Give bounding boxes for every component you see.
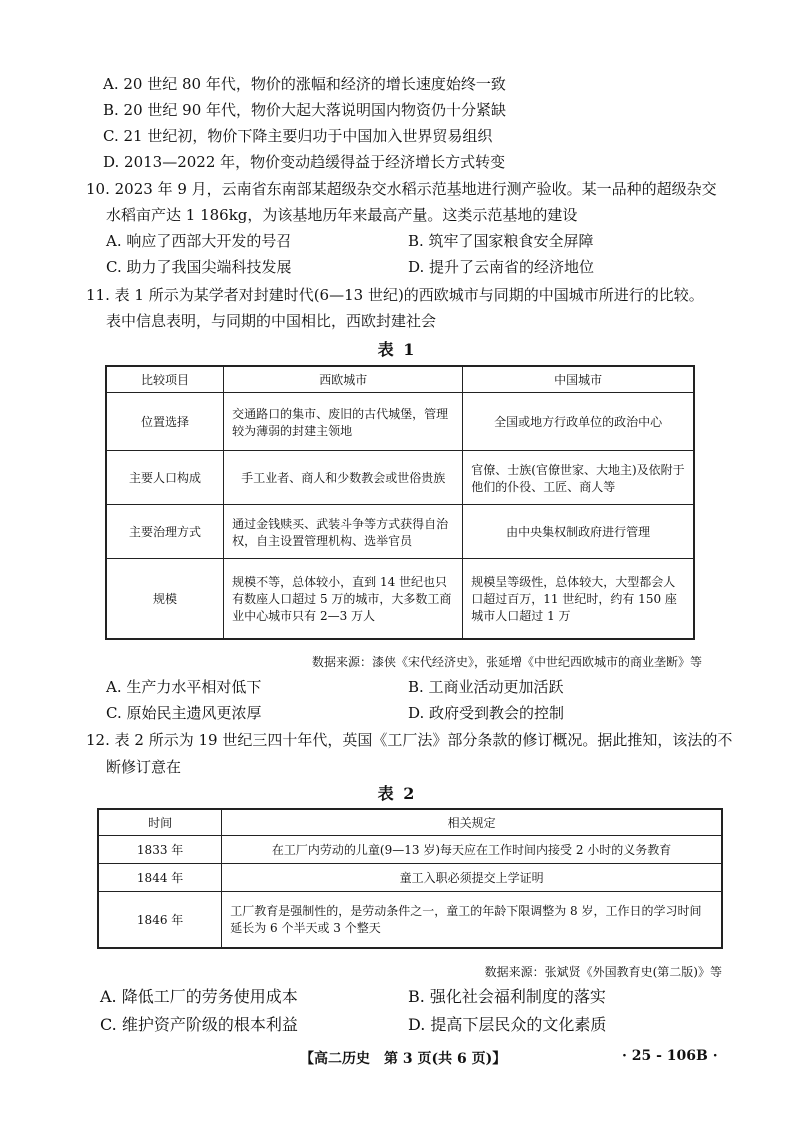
table-row [106, 451, 694, 505]
table1-cell: 全国或地方行政单位的政治中心 [463, 393, 694, 451]
table1-cell: 规模呈等级性，总体较大，大型都会人口超过百万，11 世纪时，约有 150 座城市人口超过 1 万 [463, 559, 694, 639]
table2-header: 相关规定 [222, 809, 722, 836]
q11-option-a: A. 生产力水平相对低下 [106, 678, 262, 696]
table2 [97, 808, 723, 949]
table1-cell: 规模 [106, 559, 224, 639]
table2-cell: 1844 年 [98, 864, 222, 892]
table1-header: 比较项目 [106, 366, 224, 393]
q11-option-c: C. 原始民主遗风更浓厚 [106, 704, 262, 722]
q10-option-c: C. 助力了我国尖端科技发展 [106, 258, 292, 276]
table-row [98, 864, 722, 892]
q10-stem-line2: 水稻亩产达 1 186kg，为该基地历年来最高产量。这类示范基地的建设 [106, 206, 578, 224]
table2-cell: 1846 年 [98, 892, 222, 948]
table2-cell: 童工入职必须提交上学证明 [222, 864, 722, 892]
table1-cell: 主要人口构成 [106, 451, 224, 505]
page-footer: 【高二历史 第 3 页(共 6 页)】 [300, 1051, 507, 1067]
q9-option-c: C. 21 世纪初，物价下降主要归功于中国加入世界贸易组织 [103, 127, 493, 145]
table-row [106, 505, 694, 559]
q11-stem-line2: 表中信息表明，与同期的中国相比，西欧封建社会 [106, 312, 437, 330]
q12-option-b: B. 强化社会福利制度的落实 [408, 987, 606, 1006]
table1 [105, 365, 695, 640]
table2-cell: 工厂教育是强制性的，是劳动条件之一，童工的年龄下限调整为 8 岁，工作日的学习时间延长为 6 个半天或 3 个整天 [222, 892, 722, 948]
exam-code: · 25 - 106B · [622, 1048, 718, 1064]
table1-cell: 规模不等，总体较小，直到 14 世纪也只有数座人口超过 5 万的城市，大多数工商业中心城市只有 2—3 万人 [224, 559, 463, 639]
q12-option-c: C. 维护资产阶级的根本利益 [100, 1015, 298, 1034]
table2-source: 数据来源：张斌贤《外国教育史(第二版)》等 [484, 965, 722, 979]
q10-option-d: D. 提升了云南省的经济地位 [408, 258, 595, 276]
q12-stem-line2: 断修订意在 [106, 758, 182, 776]
table2-cell: 1833 年 [98, 836, 222, 864]
q12-stem-line1: 12. 表 2 所示为 19 世纪三四十年代，英国《工厂法》部分条款的修订概况。据此推知，该法的不 [86, 731, 733, 749]
table1-cell: 主要治理方式 [106, 505, 224, 559]
table1-cell: 通过金钱赎买、武装斗争等方式获得自治权，自主设置管理机构、选举官员 [224, 505, 463, 559]
table1-source: 数据来源：漆侠《宋代经济史》，张延增《中世纪西欧城市的商业垄断》等 [311, 655, 702, 669]
table1-header-row [106, 366, 694, 393]
table-row [106, 393, 694, 451]
table1-cell: 交通路口的集市、废旧的古代城堡，管理较为薄弱的封建主领地 [224, 393, 463, 451]
table1-cell: 官僚、士族(官僚世家、大地主)及依附于他们的仆役、工匠、商人等 [463, 451, 694, 505]
q11-stem-line1: 11. 表 1 所示为某学者对封建时代(6—13 世纪)的西欧城市与同期的中国城市所进行的比较。 [86, 286, 704, 304]
q11-option-d: D. 政府受到教会的控制 [408, 704, 565, 722]
q12-option-a: A. 降低工厂的劳务使用成本 [100, 987, 298, 1006]
q9-option-b: B. 20 世纪 90 年代，物价大起大落说明国内物资仍十分紧缺 [103, 101, 507, 119]
table2-header-row [98, 809, 722, 836]
q10-option-b: B. 筑牢了国家粮食安全屏障 [408, 232, 594, 250]
table2-cell: 在工厂内劳动的儿童(9—13 岁)每天应在工作时间内接受 2 小时的义务教育 [222, 836, 722, 864]
table1-caption: 表 1 [377, 340, 417, 359]
q10-stem-line1: 10. 2023 年 9 月，云南省东南部某超级杂交水稻示范基地进行测产验收。某一品种的超级杂交 [86, 180, 717, 198]
q10-option-a: A. 响应了西部大开发的号召 [106, 232, 292, 250]
table2-header: 时间 [98, 809, 222, 836]
q11-option-b: B. 工商业活动更加活跃 [408, 678, 564, 696]
q9-option-d: D. 2013—2022 年，物价变动趋缓得益于经济增长方式转变 [103, 153, 506, 171]
table1-header: 中国城市 [463, 366, 694, 393]
table-row [106, 559, 694, 639]
table1-cell: 手工业者、商人和少数教会或世俗贵族 [224, 451, 463, 505]
table-row [98, 836, 722, 864]
table1-header: 西欧城市 [224, 366, 463, 393]
table1-cell: 位置选择 [106, 393, 224, 451]
q9-option-a: A. 20 世纪 80 年代，物价的涨幅和经济的增长速度始终一致 [103, 75, 506, 93]
table1-cell: 由中央集权制政府进行管理 [463, 505, 694, 559]
table-row [98, 892, 722, 948]
table2-caption: 表 2 [377, 784, 417, 803]
q12-option-d: D. 提高下层民众的文化素质 [408, 1015, 607, 1034]
